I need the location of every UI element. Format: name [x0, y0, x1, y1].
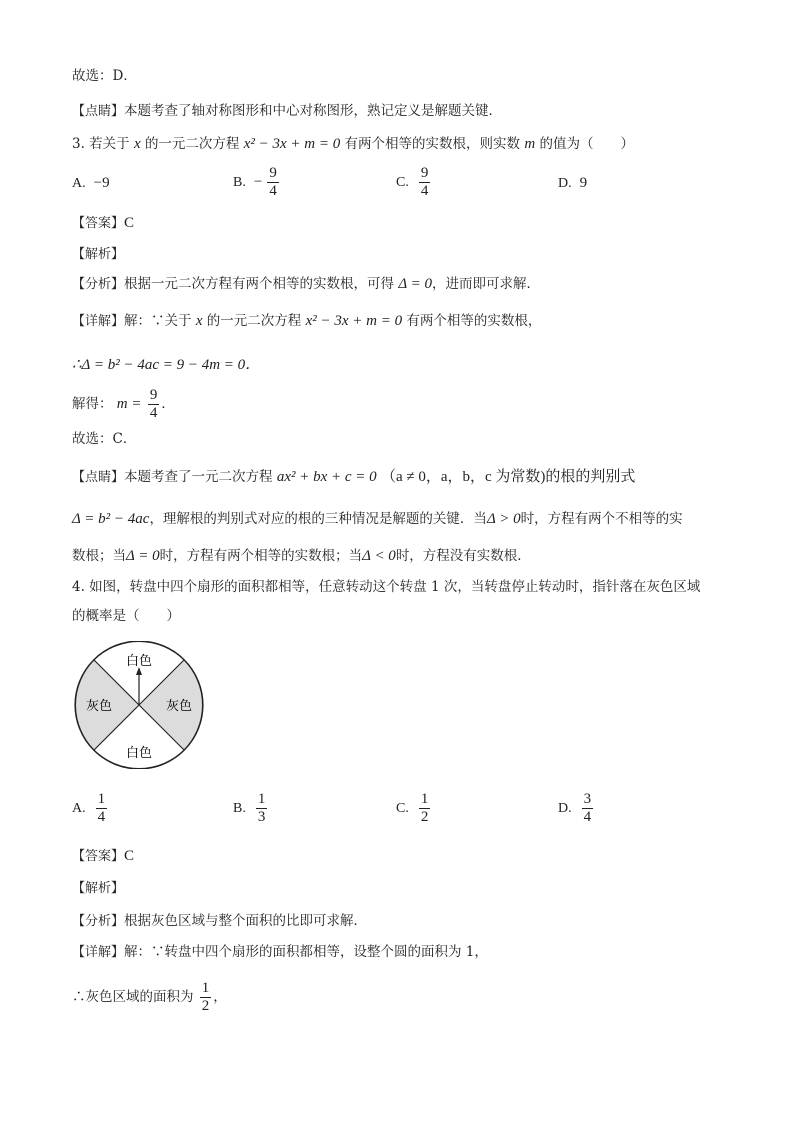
- q3-post1: 有两个相等的实数根，则实数: [344, 136, 521, 152]
- analysis-3-heading: [72, 244, 124, 265]
- option-sign: −: [253, 174, 263, 190]
- dianjing-line: [72, 101, 502, 122]
- solve-fraction: $\frac{9}{4}$: [149, 387, 158, 421]
- discriminant-line: ∴Δ = b² − 4ac = 9 − 4m = 0．: [72, 357, 261, 373]
- dianjing-text: 本题考查了轴对称图形和中心对称图形，熟记定义是解题关键．: [124, 103, 503, 119]
- question-3: [72, 134, 634, 154]
- gray-area-fraction: $\frac{1}{2}$: [201, 980, 210, 1014]
- spinner-figure: [72, 641, 208, 769]
- option-fraction: $\frac{1}{4}$: [97, 791, 106, 825]
- conclusion-line-d: 故选：D．: [72, 68, 137, 84]
- fenxi-tag: 【分析】: [72, 914, 125, 929]
- q3-var-m: m: [524, 136, 536, 152]
- q3-var-x: x: [133, 136, 141, 152]
- option-fraction: $\frac{1}{3}$: [257, 791, 266, 825]
- answer-value: C: [124, 215, 135, 231]
- option-fraction: $\frac{9}{4}$: [269, 165, 277, 199]
- dianjing-tag: 【点睛】: [72, 470, 125, 485]
- option-label: D.: [558, 800, 572, 816]
- label-top: 白色: [125, 654, 153, 669]
- q3-mid: 的一元二次方程: [144, 136, 240, 152]
- dianjing-tag: 【点睛】: [72, 104, 125, 119]
- q4-option-a[interactable]: [72, 791, 109, 826]
- xiangjie-tag: 【详解】: [72, 945, 125, 960]
- solve-line: 解得： m = $\frac{9}{4}$ ．: [72, 387, 175, 421]
- answer-value: C: [124, 848, 135, 864]
- gray-area-line: ∴灰色区域的面积为 $\frac{1}{2}$ ，: [72, 980, 227, 1014]
- label-bottom: 白色: [125, 746, 153, 761]
- option-label: D.: [558, 175, 572, 191]
- equation: x² − 3x + m = 0: [305, 313, 403, 329]
- q4-option-c[interactable]: [396, 791, 432, 826]
- option-label: C.: [396, 800, 409, 816]
- answer-tag: 【答案】: [72, 216, 125, 231]
- option-label: B.: [233, 174, 246, 190]
- dianjing-3: 【点睛】本题考查了一元二次方程 ax² + bx + c = 0 （a ≠ 0，a，b，c 为常数)的根的判别式: [72, 469, 636, 485]
- q3-option-c[interactable]: [396, 165, 432, 200]
- option-label: C.: [396, 174, 409, 190]
- option-fraction: $\frac{9}{4}$: [420, 165, 429, 199]
- analysis-tag: 【解析】: [72, 881, 125, 896]
- option-value: −9: [93, 175, 110, 191]
- dianjing-3-line3: 数根；当Δ = 0时，方程有两个相等的实数根；当Δ < 0时，方程没有实数根．: [72, 548, 531, 564]
- answer-4: [72, 846, 134, 867]
- q3-option-b[interactable]: [233, 165, 281, 200]
- fenxi-3: 【分析】根据一元二次方程有两个相等的实数根，可得 Δ = 0，进而即可求解．: [72, 276, 540, 292]
- q3-option-d[interactable]: [558, 175, 587, 192]
- q3-prefix: 3. 若关于: [72, 136, 130, 152]
- label-left: 灰色: [85, 699, 113, 714]
- option-label: A.: [72, 175, 86, 191]
- q4-option-b[interactable]: [233, 791, 269, 826]
- question-4-line1: 4. 如图，转盘中四个扇形的面积都相等，任意转动这个转盘 1 次，当转盘停止转动时，指针落在灰色区域: [72, 579, 701, 595]
- option-label: B.: [233, 800, 246, 816]
- question-4-line2: 的概率是（ ）: [72, 608, 180, 624]
- option-fraction: $\frac{3}{4}$: [583, 791, 592, 825]
- dianjing-3-line2: Δ = b² − 4ac，理解根的判别式对应的根的三种情况是解题的关键．当Δ > 0时，方程有两个不相等的实: [72, 511, 683, 527]
- xiangjie-3: 【详解】解：∵关于 x 的一元二次方程 x² − 3x + m = 0 有两个相等的实数根，: [72, 313, 542, 329]
- answer-3: [72, 213, 134, 234]
- option-value: 9: [579, 175, 588, 191]
- q3-option-a[interactable]: [72, 175, 110, 192]
- analysis-tag: 【解析】: [72, 247, 125, 262]
- option-fraction: $\frac{1}{2}$: [420, 791, 429, 825]
- conclusion-line-c: 故选：C．: [72, 431, 137, 447]
- answer-tag: 【答案】: [72, 849, 125, 864]
- delta-zero: Δ = 0: [398, 276, 432, 292]
- q3-post2: 的值为（ ）: [539, 136, 634, 152]
- xiangjie-tag: 【详解】: [72, 314, 125, 329]
- option-label: A.: [72, 800, 86, 816]
- fenxi-tag: 【分析】: [72, 277, 125, 292]
- xiangjie-4: 【详解】解：∵转盘中四个扇形的面积都相等，设整个圆的面积为 1，: [72, 944, 488, 960]
- analysis-4-heading: [72, 878, 124, 899]
- q4-option-d[interactable]: [558, 791, 595, 826]
- label-right: 灰色: [165, 699, 193, 714]
- q3-equation: x² − 3x + m = 0: [243, 136, 341, 152]
- fenxi-4: 【分析】根据灰色区域与整个面积的比即可求解．: [72, 913, 368, 929]
